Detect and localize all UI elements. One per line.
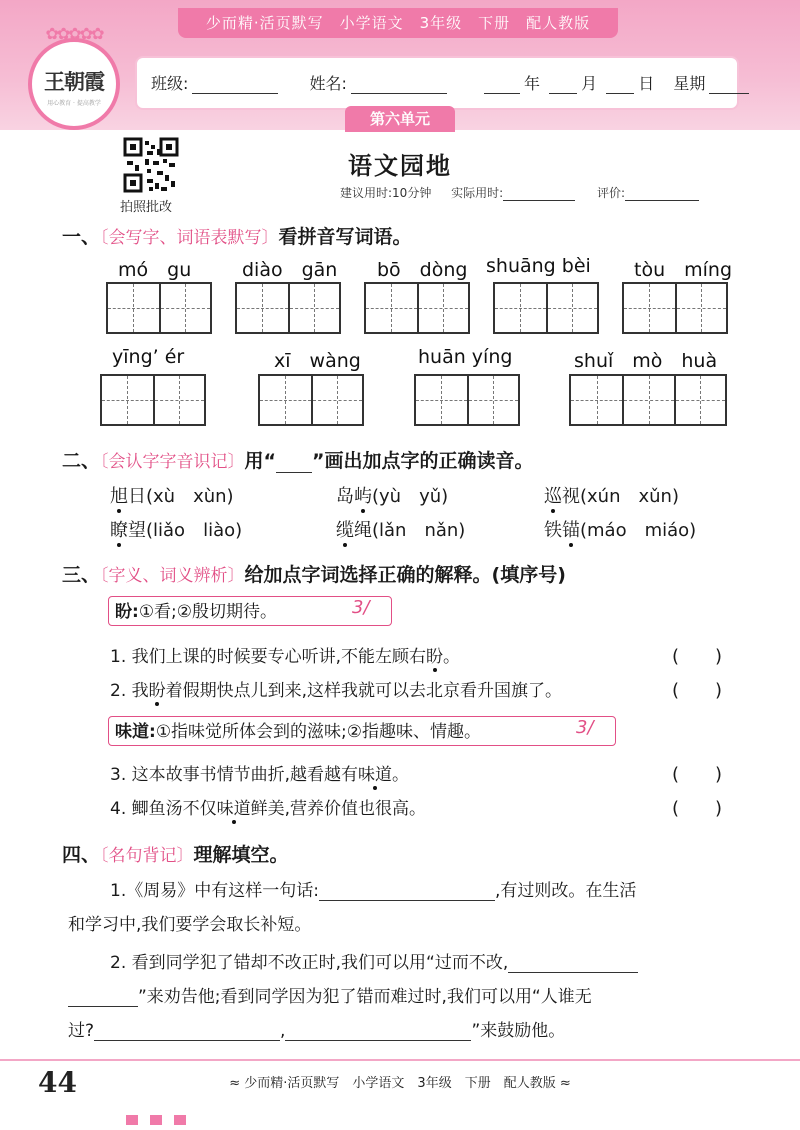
class-label: 班级:: [151, 74, 189, 93]
section-4-instruction: 理解填空。: [193, 844, 289, 866]
fill-blank[interactable]: [94, 1022, 280, 1041]
section-1-num: 一、: [62, 226, 101, 248]
logo-text: 王朝霞: [44, 69, 104, 94]
reading-item: 缆绳(lǎn nǎn): [336, 516, 465, 542]
pinyin-label: tòu míng: [634, 259, 733, 281]
section-1-heading: [62, 222, 412, 249]
actual-time-label: 实际用时:: [451, 186, 504, 200]
writing-grid[interactable]: [622, 282, 728, 334]
actual-time-field[interactable]: [503, 187, 575, 201]
unit-tab: 第六单元: [345, 106, 455, 132]
section-4-tag: 〔名句背记〕: [100, 846, 194, 866]
name-label: 姓名:: [309, 74, 347, 93]
publisher-logo: [28, 38, 120, 130]
time-meta: [340, 184, 699, 201]
reading-item: 巡视(xún xǔn): [544, 482, 679, 508]
rating-label: 评价:: [597, 186, 626, 200]
qr-label: 拍照批改: [120, 200, 173, 215]
pinyin-label: bō dòng: [377, 259, 468, 281]
pronunciation-options[interactable]: (máo miáo): [580, 520, 697, 541]
pinyin-label: shuāng bèi: [486, 255, 591, 277]
fill-q2-line2: ”来劝告他;看到同学因为犯了错而难过时,我们可以用“人谁无: [68, 982, 592, 1007]
decor-square: [174, 1115, 186, 1125]
writing-grid[interactable]: [493, 282, 599, 334]
answer-paren[interactable]: ( ): [672, 646, 723, 667]
decor-square: [150, 1115, 162, 1125]
weekday-field[interactable]: [709, 75, 749, 94]
pronunciation-options[interactable]: (liǎo liào): [146, 520, 243, 541]
year-field-line[interactable]: [484, 75, 520, 94]
writing-grid[interactable]: [569, 374, 727, 426]
section-3-tag: 〔字义、词义辨析〕: [100, 566, 245, 586]
class-field[interactable]: [192, 75, 278, 94]
writing-grid[interactable]: [235, 282, 341, 334]
definition-box: 味道:①指味觉所体会到的滋味;②指趣味、情趣。: [108, 716, 616, 746]
pinyin-label: shuǐ mò huà: [574, 350, 718, 372]
series-title: 少而精·活页默写 小学语文 3年级 下册 配人教版: [178, 8, 618, 38]
pronunciation-options[interactable]: (xù xùn): [146, 486, 234, 507]
year-label: 年: [524, 74, 541, 93]
pinyin-label: mó gu: [118, 259, 192, 281]
question-2: 2. 我盼着假期快点儿到来,这样我就可以去北京看升国旗了。: [110, 676, 562, 701]
section-3-instruction: 给加点字词选择正确的解释。(填序号): [244, 564, 566, 586]
fill-q2-line1: 2. 看到同学犯了错却不改正时,我们可以用“过而不改,: [110, 948, 638, 973]
answer-paren[interactable]: ( ): [672, 680, 723, 701]
footer-rule: [0, 1059, 800, 1061]
fill-blank[interactable]: [68, 988, 138, 1007]
pronunciation-options[interactable]: (xún xǔn): [580, 486, 679, 507]
pencil-mark-icon: 3/: [352, 597, 370, 618]
decor-square: [126, 1115, 138, 1125]
pronunciation-options[interactable]: (lǎn nǎn): [372, 520, 466, 541]
section-2-instruction-post: ”画出加点字的正确读音。: [312, 450, 534, 472]
pinyin-label: diào gān: [242, 259, 338, 281]
writing-grid[interactable]: [100, 374, 206, 426]
fill-blank[interactable]: [285, 1022, 471, 1041]
rating-field[interactable]: [625, 187, 699, 201]
pinyin-label: xī wàng: [274, 350, 361, 372]
section-3-num: 三、: [62, 564, 101, 586]
definition-box: 盼:①看;②殷切期待。: [108, 596, 392, 626]
fill-blank[interactable]: [508, 954, 638, 973]
page-title: 语文园地: [348, 152, 452, 180]
section-2-num: 二、: [62, 450, 101, 472]
reading-item: 岛屿(yù yǔ): [336, 482, 448, 508]
reading-item: 铁锚(máo miáo): [544, 516, 696, 542]
page-number: 44: [38, 1066, 77, 1099]
reading-item: 瞭望(liǎo liào): [110, 516, 242, 542]
month-label: 月: [581, 74, 598, 93]
writing-grid[interactable]: [106, 282, 212, 334]
section-1-tag: 〔会写字、词语表默写〕: [100, 228, 279, 248]
name-field[interactable]: [351, 75, 447, 94]
logo-subtext: 用心教育 · 提高教学: [47, 100, 101, 107]
fill-blank[interactable]: [319, 882, 495, 901]
section-3-heading: [62, 560, 566, 587]
pinyin-label: yīng’ ér: [112, 346, 185, 368]
suggested-time: 建议用时:10分钟: [340, 186, 432, 200]
writing-grid[interactable]: [364, 282, 470, 334]
writing-grid[interactable]: [258, 374, 364, 426]
section-4-heading: [62, 840, 289, 867]
footer-text: ≈ 少而精·活页默写 小学语文 3年级 下册 配人教版 ≈: [229, 1076, 571, 1091]
question-1: 1. 我们上课的时候要专心听讲,不能左顾右盼。: [110, 642, 460, 667]
answer-paren[interactable]: ( ): [672, 798, 723, 819]
answer-paren[interactable]: ( ): [672, 764, 723, 785]
question-3: 3. 这本故事书情节曲折,越看越有味道。: [110, 760, 409, 785]
section-2-heading: [62, 446, 534, 473]
question-4: 4. 鲫鱼汤不仅味道鲜美,营养价值也很高。: [110, 794, 426, 819]
fill-q1-line1: 1.《周易》中有这样一句话: ,有过则改。在生活: [110, 881, 637, 901]
section-2-tag: 〔会认字字音识记〕: [100, 452, 245, 472]
writing-grid[interactable]: [414, 374, 520, 426]
reading-item: 旭日(xù xùn): [110, 482, 234, 508]
pencil-mark-icon: 3/: [576, 717, 594, 738]
section-2-instruction-pre: 用“: [244, 450, 277, 472]
day-label: 日: [638, 74, 655, 93]
crown-icon: ✿✿✿✿✿: [45, 24, 103, 43]
weekday-label: 星期: [673, 74, 706, 93]
fill-q2-line3: 过? , ”来鼓励他。: [68, 1021, 566, 1041]
pronunciation-options[interactable]: (yù yǔ): [372, 486, 449, 507]
section-1-instruction: 看拼音写词语。: [278, 226, 412, 248]
day-field[interactable]: [606, 75, 634, 94]
student-info-form: [135, 56, 739, 110]
month-field[interactable]: [549, 75, 577, 94]
pinyin-label: huān yíng: [418, 346, 513, 368]
fill-q1-line2: 和学习中,我们要学会取长补短。: [68, 915, 312, 935]
section-4-num: 四、: [62, 844, 101, 866]
